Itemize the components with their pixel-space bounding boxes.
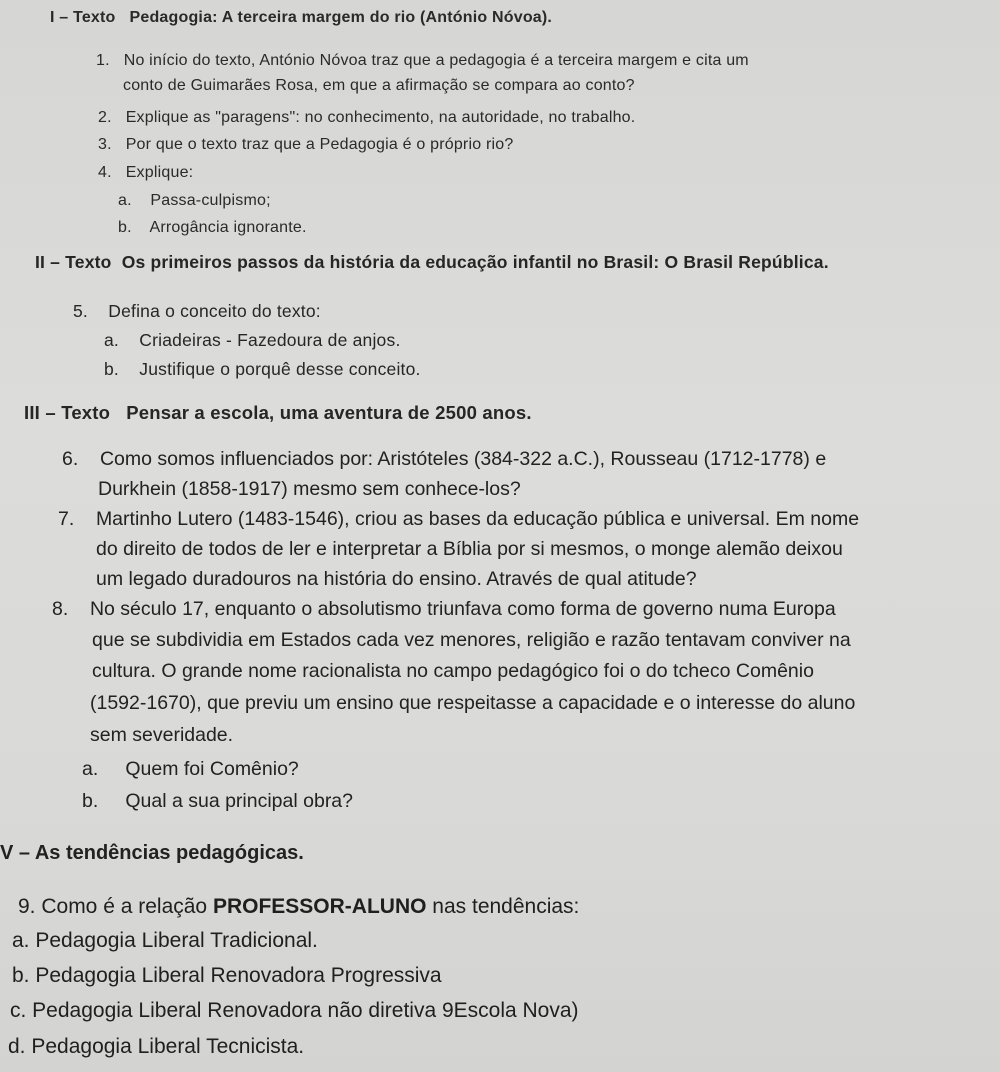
question-4-number: 4. (98, 164, 112, 181)
question-5b-letter: b. (104, 359, 119, 379)
question-8-line-3 (92, 662, 814, 682)
section-1-heading (50, 10, 552, 26)
question-6-number: 6. (62, 448, 79, 470)
question-7-text-2: do direito de todos de ler e interpretar a Bíblia por si mesmos, o monge alemão deixou (96, 538, 843, 560)
question-5a-letter: a. (104, 330, 119, 350)
question-8-line-1 (52, 600, 836, 620)
question-4-text: Explique: (125, 164, 194, 181)
question-1-number: 1. (96, 52, 110, 69)
question-4b-letter: b. (118, 219, 132, 236)
question-5-text: Defina o conceito do texto: (108, 301, 321, 321)
question-9b-text: b. Pedagogia Liberal Renovadora Progressiva (12, 964, 442, 987)
question-8b-letter: b. (82, 790, 99, 812)
question-5 (73, 303, 321, 321)
question-7-text-3: um legado duradouros na história do ensino. Através de qual atitude? (96, 568, 697, 590)
section-5-heading (0, 843, 304, 863)
question-9c-text: c. Pedagogia Liberal Renovadora não diretiva 9Escola Nova) (10, 999, 579, 1022)
question-8a (82, 760, 299, 780)
section-3-prefix: III – Texto (24, 402, 111, 423)
question-1-line-2 (123, 78, 635, 94)
question-9b (12, 965, 442, 986)
question-2-text: Explique as "paragens": no conhecimento, na autoridade, no trabalho. (125, 109, 636, 126)
section-1-prefix: I – Texto (50, 9, 116, 26)
question-8-text-1: No século 17, enquanto o absolutismo triunfava como forma de governo numa Europa (89, 598, 836, 620)
question-1-line-1 (96, 53, 749, 69)
question-5b-text: Justifique o porquê desse conceito. (139, 359, 421, 379)
question-2-number: 2. (98, 109, 112, 126)
question-7-line-2 (96, 540, 843, 560)
question-7-line-1 (58, 510, 859, 530)
section-2-title: Os primeiros passos da história da educação infantil no Brasil: O Brasil República. (121, 252, 829, 272)
question-8b-text: Qual a sua principal obra? (125, 790, 353, 812)
question-9a-text: a. Pedagogia Liberal Tradicional. (12, 929, 318, 952)
question-9a (12, 930, 318, 951)
question-8-text-4: (1592-1670), que previu um ensino que respeitasse a capacidade e o interesse do aluno (90, 692, 856, 714)
section-5-title: V – As tendências pedagógicas. (0, 842, 304, 864)
question-8-text-2: que se subdividia em Estados cada vez menores, religião e razão tentavam conviver na (92, 629, 851, 651)
question-8-text-5: sem severidade. (90, 724, 234, 746)
question-9d-text: d. Pedagogia Liberal Tecnicista. (8, 1035, 305, 1058)
question-4a-text: Passa-culpismo; (150, 192, 271, 209)
question-1-text-2: conto de Guimarães Rosa, em que a afirmação se compara ao conto? (123, 77, 635, 94)
question-3-text: Por que o texto traz que a Pedagogia é o próprio rio? (125, 136, 514, 153)
question-9-emphasis: PROFESSOR-ALUNO (212, 895, 427, 918)
question-9 (18, 896, 579, 917)
question-8a-text: Quem foi Comênio? (125, 758, 299, 780)
question-4a-letter: a. (118, 192, 132, 209)
question-5b (104, 361, 421, 379)
question-8b (82, 792, 353, 812)
question-6-text-1: Como somos influenciados por: Aristóteles (384-322 a.C.), Rousseau (1712-1778) e (99, 448, 827, 470)
question-7-text-1: Martinho Lutero (1483-1546), criou as bases da educação pública e universal. Em nome (95, 508, 860, 530)
question-7-number: 7. (58, 508, 75, 530)
question-9-suffix: nas tendências: (426, 895, 580, 918)
question-6-text-2: Durkhein (1858-1917) mesmo sem conhece-los? (98, 478, 521, 500)
question-8a-letter: a. (82, 758, 99, 780)
question-6-line-2 (98, 480, 521, 500)
question-4b (118, 220, 307, 236)
question-8-line-2 (92, 631, 851, 651)
section-2-prefix: II – Texto (35, 252, 112, 272)
question-7-line-3 (96, 570, 697, 590)
question-3 (98, 137, 513, 153)
question-4a (118, 193, 271, 209)
question-2 (98, 110, 635, 126)
question-5a-text: Criadeiras - Fazedoura de anjos. (139, 330, 401, 350)
section-3-heading (24, 404, 532, 423)
question-9-prefix: 9. Como é a relação (18, 895, 213, 918)
question-8-number: 8. (52, 598, 69, 620)
question-8-line-4 (90, 694, 855, 714)
section-1-title: Pedagogia: A terceira margem do rio (António Nóvoa). (129, 9, 553, 26)
question-9c (10, 1000, 579, 1021)
question-5-number: 5. (73, 301, 88, 321)
question-4 (98, 165, 193, 181)
section-2-heading (35, 254, 829, 272)
question-1-text-1: No início do texto, António Nóvoa traz que a pedagogia é a terceira margem e cita um (123, 52, 749, 69)
question-5a (104, 332, 401, 350)
question-3-number: 3. (98, 136, 112, 153)
section-3-title: Pensar a escola, uma aventura de 2500 anos. (126, 402, 532, 423)
question-8-line-5 (90, 726, 233, 746)
question-9d (8, 1036, 304, 1057)
question-6-line-1 (62, 450, 826, 470)
question-4b-text: Arrogância ignorante. (149, 219, 307, 236)
question-8-text-3: cultura. O grande nome racionalista no campo pedagógico foi o do tcheco Comênio (92, 660, 814, 682)
